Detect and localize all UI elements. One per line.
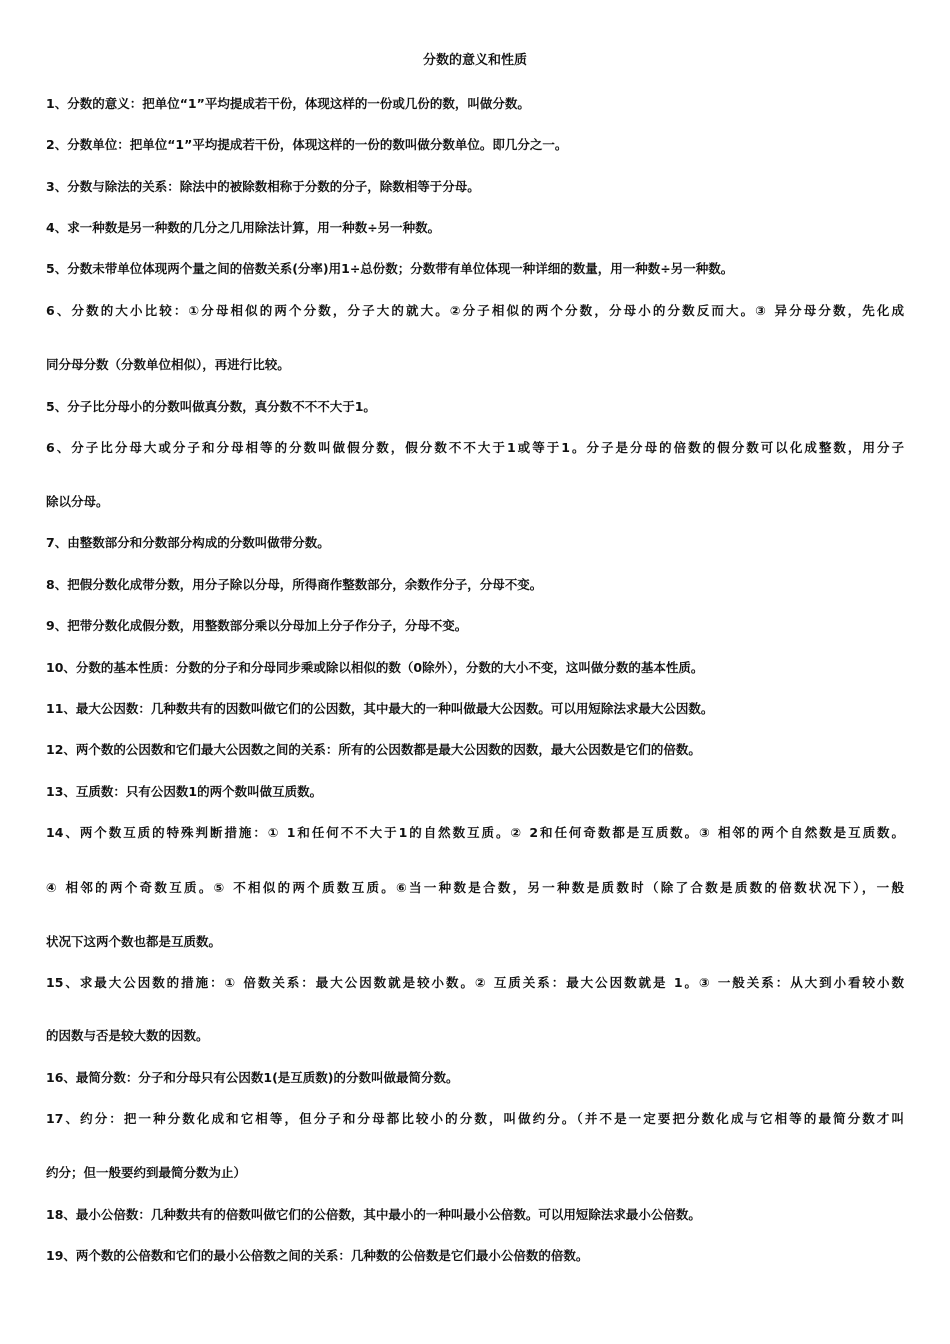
text-line: 除以分母。 (46, 494, 109, 509)
text-line: 9、把带分数化成假分数，用整数部分乘以分母加上分子作分子，分母不变。 (46, 618, 468, 633)
text-line: 1、分数的意义：把单位“1”平均提成若干份，体现这样的一份或几份的数，叫做分数。 (46, 96, 530, 111)
text-line: 18、最小公倍数：几种数共有的倍数叫做它们的公倍数，其中最小的一种叫最小公倍数。可以用短除法求最小公倍数。 (46, 1207, 701, 1222)
text-line: 12、两个数的公因数和它们最大公因数之间的关系：所有的公因数都是最大公因数的因数，最大公因数是它们的倍数。 (46, 742, 701, 757)
text-line: 2、分数单位：把单位“1”平均提成若干份，体现这样的一份的数叫做分数单位。即几分之一。 (46, 137, 568, 152)
text-line: ④ 相邻的两个奇数互质。⑤ 不相似的两个质数互质。⑥当一种数是合数，另一种数是质数时（除了合数是质数的倍数状况下），一般 (46, 880, 904, 895)
text-line: 约分；但一般要约到最简分数为止） (46, 1165, 247, 1180)
text-line: 同分母分数（分数单位相似），再进行比较。 (46, 357, 290, 372)
text-line: 11、最大公因数：几种数共有的因数叫做它们的公因数，其中最大的一种叫做最大公因数。可以用短除法求最大公因数。 (46, 701, 714, 716)
text-line: 的因数与否是较大数的因数。 (46, 1028, 209, 1043)
text-line: 17、约分：把一种分数化成和它相等，但分子和分母都比较小的分数，叫做约分。（并不是一定要把分数化成与它相等的最简分数才叫 (46, 1111, 904, 1126)
text-line: 14、两个数互质的特殊判断措施：① 1和任何不不大于1的自然数互质。② 2和任何奇数都是互质数。③ 相邻的两个自然数是互质数。 (46, 825, 904, 840)
text-line: 16、最简分数：分子和分母只有公因数1(是互质数)的分数叫做最简分数。 (46, 1070, 459, 1085)
text-line: 8、把假分数化成带分数，用分子除以分母，所得商作整数部分，余数作分子，分母不变。 (46, 577, 543, 592)
text-line: 4、求一种数是另一种数的几分之几用除法计算，用一种数÷另一种数。 (46, 220, 441, 235)
text-line: 13、互质数：只有公因数1的两个数叫做互质数。 (46, 784, 323, 799)
text-line: 5、分子比分母小的分数叫做真分数，真分数不不不大于1。 (46, 399, 376, 414)
page-title: 分数的意义和性质 (422, 53, 527, 68)
text-line: 19、两个数的公倍数和它们的最小公倍数之间的关系：几种数的公倍数是它们最小公倍数的倍数。 (46, 1248, 589, 1263)
text-line: 7、由整数部分和分数部分构成的分数叫做带分数。 (46, 535, 330, 550)
text-line: 状况下这两个数也都是互质数。 (46, 934, 222, 949)
text-line: 3、分数与除法的关系：除法中的被除数相称于分数的分子，除数相等于分母。 (46, 179, 480, 194)
text-line: 6、分子比分母大或分子和分母相等的分数叫做假分数，假分数不不大于1或等于1。分子是分母的倍数的假分数可以化成整数，用分子 (46, 440, 904, 455)
text-line: 6、分数的大小比较：①分母相似的两个分数，分子大的就大。②分子相似的两个分数，分母小的分数反而大。③ 异分母分数，先化成 (46, 303, 904, 318)
text-line: 15、求最大公因数的措施：① 倍数关系：最大公因数就是较小数。② 互质关系：最大公因数就是 1。③ 一般关系：从大到小看较小数 (46, 975, 904, 990)
text-line: 5、分数未带单位体现两个量之间的倍数关系(分率)用1÷总份数；分数带有单位体现一种详细的数量，用一种数÷另一种数。 (46, 261, 734, 276)
text-line: 10、分数的基本性质：分数的分子和分母同步乘或除以相似的数（0除外），分数的大小不变，这叫做分数的基本性质。 (46, 660, 704, 675)
